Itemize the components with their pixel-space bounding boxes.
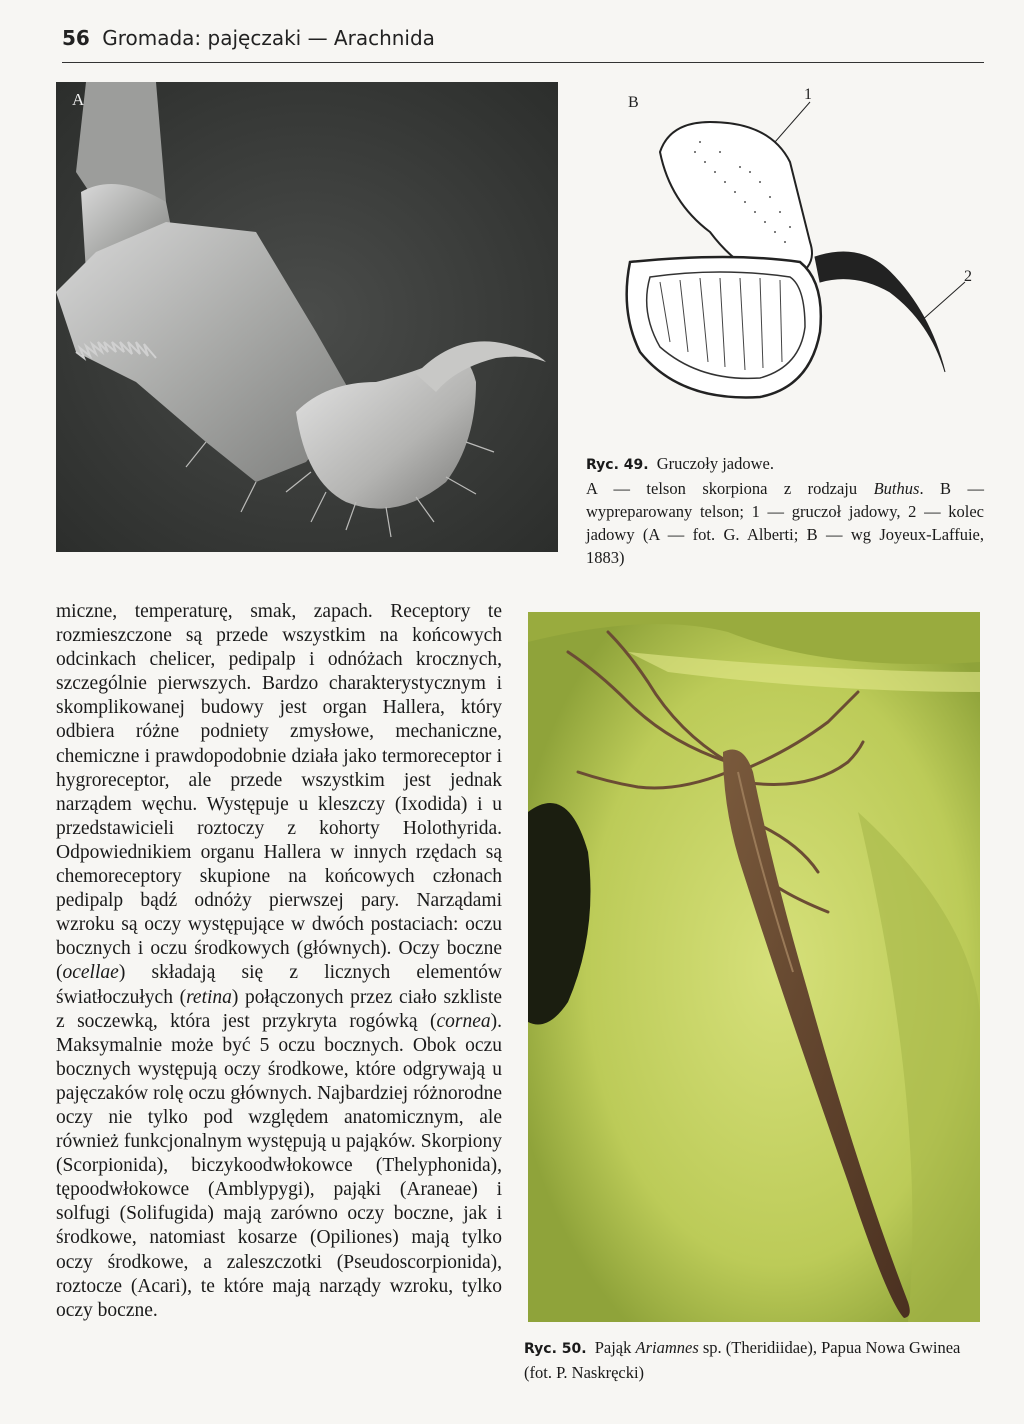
chapter-title: Gromada: pajęczaki — Arachnida: [102, 26, 435, 50]
figure-49-caption: [586, 452, 984, 569]
figure-a-telson-photo: [56, 82, 558, 552]
body-text-part: ). Maksymalnie może być 5 oczu bocznych. Obok oczu bocznych występują oczy środkowe, które odgrywają u pajęczaków rolę oczu głównych. Najbardziej różnorodne oczy nie tylko pod względem anatomicznym, ale również funkcjonalnym występują u pająków. Skorpiony (Scorpionida), biczykoodwłokowce (Thelyphonida), tępoodwłokowce (Amblypygi), pająki (Araneae) i solfugi (Solifugida) mają zarówno oczy boczne, jak i środkowe, natomiast kosarze (Opiliones) mają tylko oczy środkowe, a zaleszczotki (Pseudoscorpionida), roztocze (Acari), te które mają narządy wzroku, tylko oczy boczne.: [56, 1010, 502, 1321]
page-number: 56: [62, 26, 90, 50]
figure-50-genus: Ariamnes: [635, 1338, 699, 1357]
figure-50-caption: [524, 1336, 982, 1384]
term-cornea: cornea: [436, 1010, 491, 1032]
term-retina: retina: [186, 986, 232, 1008]
term-ocellae: ocellae: [62, 962, 119, 984]
body-text-part: ) połączonych przez ciało szkliste z soczewką, która jest przykryta rogówką (: [56, 986, 502, 1032]
body-paragraph: [56, 600, 502, 1323]
figure-49-label: Ryc. 49.: [586, 457, 649, 473]
figure-49-text-b: . B — wypreparowany telson; 1 — gruczoł jadowy, 2 — kolec jadowy (A — fot. G. Alberti; B — wg Joyeux-Laffuie, 1883): [586, 479, 984, 567]
figure-b-telson-drawing: [600, 82, 990, 432]
figure-b-label-2: 2: [964, 268, 972, 285]
figure-49-genus: Buthus: [873, 479, 920, 498]
body-text-part: ) składają się z licznych elementów światłoczułych (: [56, 962, 502, 1008]
figure-b-letter: B: [628, 94, 639, 111]
body-text-part: miczne, temperaturę, smak, zapach. Receptory te rozmieszczone są przede wszystkim na końcowych odcinkach chelicer, pedipalp i odnóżach krocznych, szczególnie pierwszych. Bardzo charakterystycznym i skomplikowanej budowy jest organ Hallera, który odbiera różne podniety zmysłowe, mechaniczne, chemiczne i prawdopodobnie działa jako termoreceptor i hygroreceptor, ale przede wszystkim jest jednak narządem węchu. Występuje u kleszczy (Ixodida) i u przedstawicieli roztoczy z kohorty Holothyrida. Odpowiednikiem organu Hallera w innych rzędach są chemoreceptory skupione na końcowych członach pedipalp bądź odnóży pierwszej pary. Narządami wzroku są oczy występujące w dwóch postaciach: oczu bocznych i oczu środkowych (głównych). Oczy boczne (: [56, 601, 502, 984]
running-header: [62, 22, 984, 63]
figure-a-letter: A: [72, 90, 85, 109]
figure-50-spider-photo: [528, 612, 980, 1322]
body-text: [56, 600, 502, 1380]
figure-49-text-a: A — telson skorpiona z rodzaju: [586, 479, 874, 498]
figure-b-label-1: 1: [804, 86, 812, 103]
figure-49-title: Gruczoły jadowe.: [656, 454, 774, 473]
figure-50-text-a: Pająk: [594, 1338, 636, 1357]
figure-50-text-b: sp. (Theridiidae), Papua Nowa Gwinea (fot. P. Naskręcki): [524, 1338, 961, 1382]
figure-50-label: Ryc. 50.: [524, 1341, 587, 1357]
